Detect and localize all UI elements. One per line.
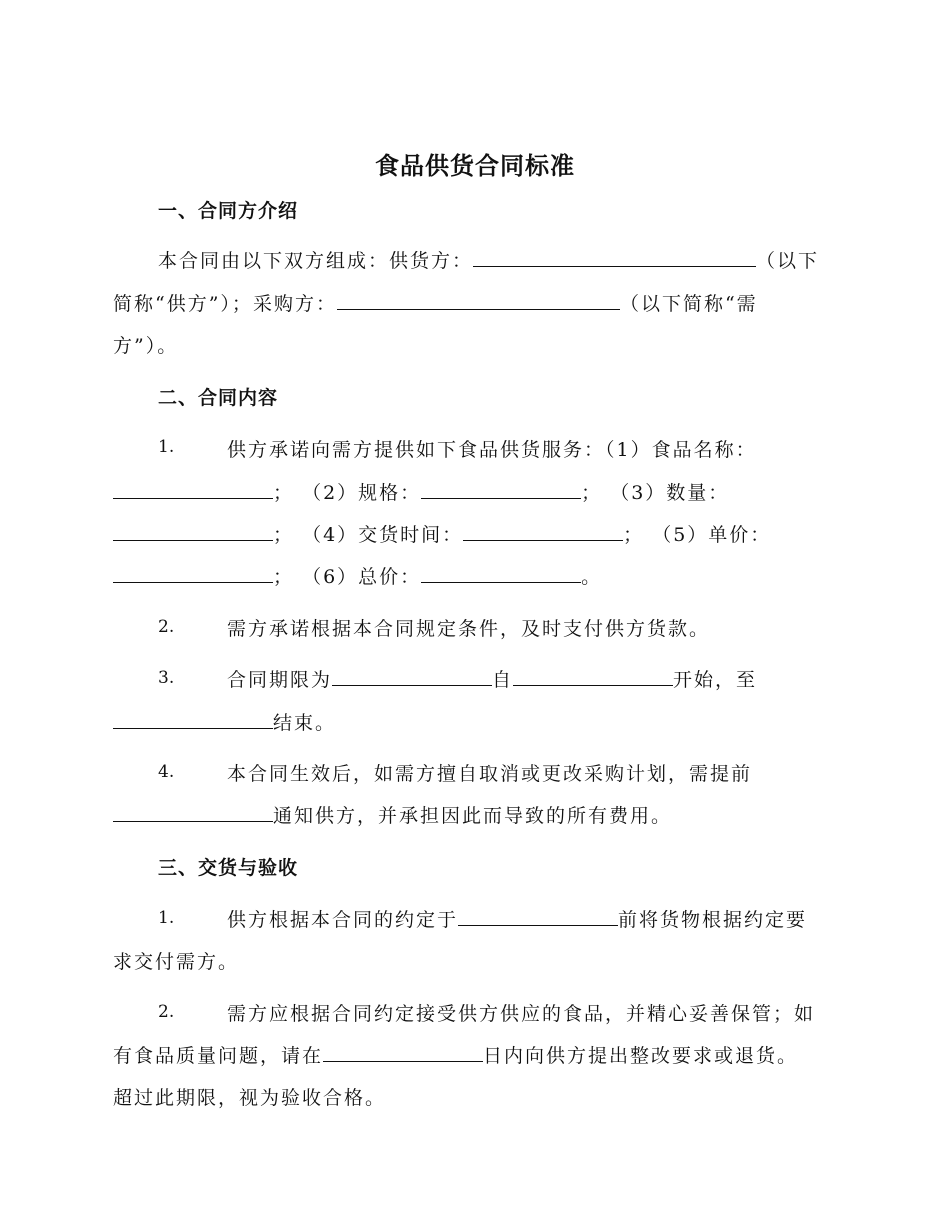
s1-intro-text: 本合同由以下双方组成：	[158, 250, 390, 272]
term-label: 合同期限为	[227, 669, 333, 691]
s3-item-1-number: 1.	[158, 908, 175, 928]
section-2-heading: 二、合同内容	[158, 387, 279, 409]
s2-item-1-line-2	[113, 478, 729, 505]
s2-i1-intro: 供方承诺向需方提供如下食品供货服务：	[227, 439, 606, 461]
food-name-blank[interactable]	[113, 480, 273, 499]
s1-buyer-label: 采购方：	[252, 293, 337, 315]
food-name-label: （1）食品名称：	[605, 439, 757, 461]
s2-item-4-line-1: 本合同生效后，如需方擅自取消或更改采购计划，需提前	[227, 763, 753, 785]
unit-price-label: （5）单价：	[652, 524, 772, 546]
supplier-name-blank[interactable]	[473, 248, 756, 267]
delivery-time-label: （4）交货时间：	[302, 524, 464, 546]
notice-period-blank[interactable]	[113, 803, 273, 822]
semicolon: ；	[273, 524, 295, 546]
quantity-label: （3）数量：	[610, 482, 730, 504]
start-date-blank[interactable]	[513, 667, 673, 686]
semicolon: ；	[581, 482, 603, 504]
s1-line-2	[113, 289, 758, 316]
s2-item-3-line-2	[113, 708, 336, 735]
start-label: 开始，至	[673, 669, 758, 691]
s2-item-4-line-2	[113, 801, 672, 828]
total-price-label: （6）总价：	[302, 566, 422, 588]
inspection-days-blank[interactable]	[323, 1043, 483, 1062]
s3-item-1-line-2: 求交付需方。	[113, 951, 240, 973]
s3-i1-text: 供方根据本合同的约定于	[227, 909, 459, 931]
s3-item-2-line-3: 超过此期限，视为验收合格。	[113, 1087, 387, 1109]
s1-l2-text: 简称“供方”）；	[113, 293, 253, 315]
term-blank[interactable]	[332, 667, 492, 686]
semicolon: ；	[623, 524, 645, 546]
s3-item-2-line-2	[113, 1041, 798, 1068]
document-title: 食品供货合同标准	[375, 152, 575, 180]
delivery-time-blank[interactable]	[463, 522, 623, 541]
s3-item-2-number: 2.	[158, 1002, 175, 1022]
unit-price-blank[interactable]	[113, 564, 273, 583]
s2-item-1-line-4	[113, 562, 602, 589]
from-label: 自	[492, 669, 514, 691]
buyer-name-blank[interactable]	[337, 291, 620, 310]
s2-item-1-line-1	[227, 435, 757, 462]
s2-i4-tail: 通知供方，并承担因此而导致的所有费用。	[273, 805, 673, 827]
s3-i2-text: 有食品质量问题，请在	[113, 1045, 324, 1067]
s1-line-3: 方”）。	[113, 335, 179, 357]
spec-blank[interactable]	[421, 480, 581, 499]
s2-item-1-line-3	[113, 520, 771, 547]
s3-item-1-line-1	[227, 905, 807, 932]
spec-label: （2）规格：	[302, 482, 422, 504]
end-label: 结束。	[273, 712, 337, 734]
s2-item-4-number: 4.	[158, 762, 175, 782]
s3-i2-tail: 日内向供方提出整改要求或退货。	[483, 1045, 799, 1067]
period: 。	[581, 566, 603, 588]
semicolon: ；	[273, 482, 295, 504]
s1-l1-tail: （以下	[756, 250, 820, 272]
s2-item-3-line-1	[227, 665, 757, 692]
s3-item-2-line-1: 需方应根据合同约定接受供方供应的食品，并精心妥善保管；如	[227, 1003, 816, 1025]
s1-supplier-label: 供货方：	[389, 250, 474, 272]
s2-item-3-number: 3.	[158, 668, 175, 688]
s2-item-1-number: 1.	[158, 437, 175, 457]
delivery-date-blank[interactable]	[458, 907, 618, 926]
semicolon: ；	[273, 566, 295, 588]
s2-item-2-number: 2.	[158, 617, 175, 637]
quantity-blank[interactable]	[113, 522, 273, 541]
s1-line-1	[158, 246, 819, 273]
section-1-heading: 一、合同方介绍	[158, 200, 299, 222]
s1-l2-tail: （以下简称“需	[619, 293, 758, 315]
section-3-heading: 三、交货与验收	[158, 857, 299, 879]
total-price-blank[interactable]	[421, 564, 581, 583]
s3-i1-tail: 前将货物根据约定要	[618, 909, 808, 931]
end-date-blank[interactable]	[113, 710, 273, 729]
s2-item-2-text: 需方承诺根据本合同规定条件，及时支付供方货款。	[227, 618, 711, 640]
